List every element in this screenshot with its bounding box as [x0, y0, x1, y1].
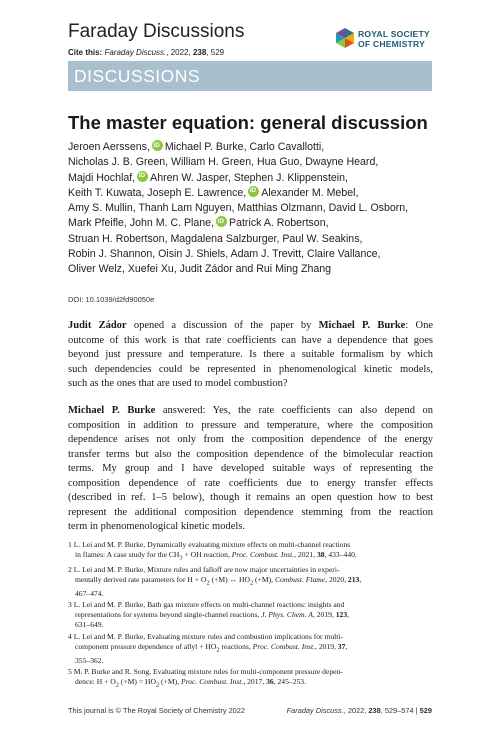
paragraph-line: such dependencies could be represented in phenomenological kinetic models,	[68, 363, 433, 375]
author-text: Jeroen Aerssens,	[68, 141, 150, 153]
author-text: Nicholas J. B. Green, William H. Green, Hua Guo, Dwayne Heard,	[68, 156, 379, 169]
cite-volume: 238	[192, 48, 207, 57]
footer-citation: Faraday Discuss., 2022, 238, 529–574 | 529	[286, 706, 432, 715]
paragraph-line: (described in ref. 1–5 below), though it remains an open question how to best	[68, 492, 433, 503]
cite-label: Cite this:	[68, 48, 103, 57]
paragraph-line: outcome of this work is that rate coefficients can have a dependence that goes	[68, 334, 433, 346]
author-text: Oliver Welz, Xuefei Xu, Judit Zádor and Rui Ming Zhang	[68, 263, 332, 276]
author-text: Alexander M. Mebel,	[261, 186, 359, 199]
copyright-text: This journal is © The Royal Society of Chemistry 2022	[68, 706, 246, 715]
reference-list	[68, 540, 436, 692]
article-title: The master equation: general discussion	[68, 112, 428, 133]
paragraph-line: such as the ones that are used to model combustion?	[68, 378, 288, 389]
cite-pages: , 529	[206, 48, 225, 57]
author-text: Majdi Hochlaf,	[68, 171, 136, 184]
author-text: Robin J. Shannon, Oisin J. Shiels, Adam J. Trevitt, Claire Vallance,	[68, 248, 381, 261]
reference-item[interactable]: 5 M. P. Burke and R. Song, Evaluating mixture rules for multi-component pressure depen- dence: $H + O_2$ $(+M) = HO_2$ (+M), Proc. Combust. Inst., 2017, 36, 245–253.	[68, 666, 343, 689]
reference-item[interactable]: 1 L. Lei and M. P. Burke, Dynamically evaluating mixture effects on multi-channel reactions in flames: A case study for the $CH_3$ + OH reaction, Proc. Combust. Inst., 2021, 38, 433–440.	[68, 540, 357, 562]
paragraph-line: composition dependence of rate coefficients due to energy transfer effects	[68, 477, 433, 489]
page-number: 529	[419, 706, 432, 715]
page-footer	[68, 706, 432, 715]
paragraph-line: term in phenomenological kinetic models.	[68, 521, 245, 532]
orcid-icon[interactable]	[137, 171, 148, 182]
author-text: Keith T. Kuwata, Joseph E. Lawrence,	[68, 186, 247, 199]
reference-item[interactable]: 4 L. Lei and M. P. Burke, Evaluating mixture rules and combustion implications for multi- component pressure dependence of allyl + $HO_2$ reactions, Proc. Combust. Inst., 2019, 37, 355–362.	[68, 631, 348, 665]
discussion-paragraph: Judit Zádor opened a discussion of the paper by Michael P. Burke: One outcome of this work is that rate coefficients can have a dependence that goes beyond just pressure and temperature. Is there a suitable formalism by which such dependencies could be represented in phenomenological kinetic models, such as the ones that are used to model combustion?	[68, 319, 433, 392]
author-text: Patrick A. Robertson,	[229, 217, 329, 230]
orcid-icon[interactable]	[248, 186, 259, 197]
reference-item[interactable]: 2 L. Lei and M. P. Burke, Mixture rules and falloff are now major uncertainties in experi- mentally derived rate parameters for $H + O_2$ (+M) ↔ $HO_2$ (+M), Combust. Flame, 2020, 213, 467–474.	[68, 564, 362, 598]
citation-line	[68, 48, 224, 57]
author-text: Michael P. Burke, Carlo Cavallotti,	[164, 141, 325, 153]
paragraph-line: beyond just pressure and temperature. Is there a suitable formalism by which	[68, 349, 433, 360]
orcid-icon[interactable]	[152, 140, 163, 151]
section-banner	[68, 61, 432, 91]
cite-year: , 2022,	[166, 48, 193, 57]
publisher-name: ROYAL SOCIETY OF CHEMISTRY	[358, 29, 430, 49]
author-text: Amy S. Mullin, Thanh Lam Nguyen, Matthias Olzmann, David L. Osborn,	[68, 202, 409, 215]
doi-link[interactable]: DOI: 10.1039/d2fd90050e	[68, 295, 155, 304]
paragraph-line: transfer terms but also the composition dependence of the bimolecular reaction	[68, 448, 433, 460]
author-text: Ahren W. Jasper, Stephen J. Klippenstein,	[150, 171, 348, 184]
section-banner-label: DISCUSSIONS	[74, 66, 201, 86]
rsc-hexagon-logo-icon	[334, 27, 356, 51]
speaker-name: Michael P. Burke	[68, 405, 156, 416]
paragraph-line: dependence arises not only from the composition dependence of the energy	[68, 434, 433, 445]
discussion-paragraph: Michael P. Burke answered: Yes, the rate coefficients can also depend on composition in addition to pressure and temperature, where the composition dependence arises not only from the composition dependence of the energy transfer terms but also the composition dependence of the bimolecular reaction terms. My group and I have developed suitable ways of representing the composition dependence of rate coefficients due to energy transfer effects (described in ref. 1–5 below), though it remains an open question how to best represent the additional composition dependence stemming from the reaction term in phenomenological kinetic models.	[68, 404, 433, 535]
paragraph-line: terms. My group and I have developed suitable ways of representing the	[68, 463, 433, 474]
author-text: Mark Pfeifle, John M. C. Plane,	[68, 217, 215, 230]
cite-journal[interactable]: Faraday Discuss.	[104, 48, 167, 57]
publisher-logo[interactable]	[334, 27, 442, 51]
speaker-name: Judit Zádor	[68, 320, 127, 331]
reference-item[interactable]: 3 L. Lei and M. P. Burke, Bath gas mixture effects on multi-channel reactions: insights and representations for systems beyond single-channel reactions, J. Phys. Chem. A, 2019, 123, 631–649.	[68, 600, 350, 630]
author-text: Struan H. Robertson, Magdalena Salzburger, Paul W. Seakins,	[68, 232, 363, 245]
orcid-icon[interactable]	[216, 216, 227, 227]
paragraph-line: represent the additional composition dependence stemming from the reaction	[68, 506, 433, 518]
mentioned-author: Michael P. Burke	[318, 320, 406, 331]
author-list	[68, 140, 440, 278]
paragraph-line: composition in addition to pressure and temperature, where the composition	[68, 419, 433, 431]
journal-title: Faraday Discussions	[68, 21, 245, 42]
